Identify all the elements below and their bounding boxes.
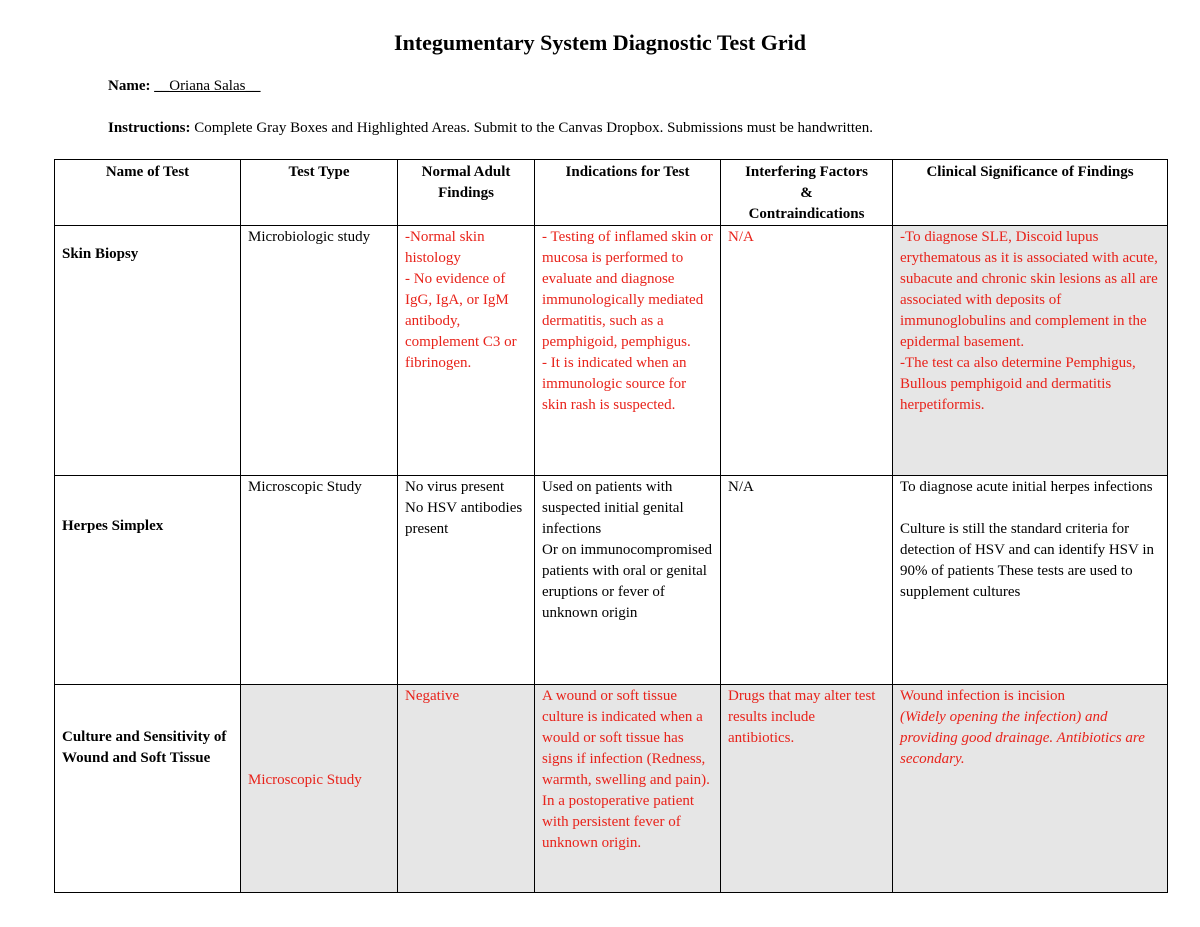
header-row (55, 160, 1168, 226)
clinical-line: -To diagnose SLE, Discoid lupus erythematous as it is associated with acute, subacute and chronic skin lesions as all are associated with deposits of immunoglobulins and complement in the epidermal basement. (900, 229, 1158, 350)
header-name-of-test: Name of Test (55, 160, 241, 226)
line-gap (900, 498, 1160, 519)
test-name-cell: Herpes Simplex (55, 476, 241, 685)
table-row (55, 476, 1168, 685)
normal-findings-line: - No evidence of IgG, IgA, or IgM antibody, complement C3 or fibrinogen. (405, 271, 517, 371)
header-indications: Indications for Test (535, 160, 721, 226)
test-type-cell: Microscopic Study (241, 476, 398, 685)
normal-findings-line: -Normal skin histology (405, 229, 485, 266)
interfering-factors-cell: N/A (721, 476, 893, 685)
name-label: Name: (108, 78, 151, 94)
indications-cell (535, 685, 721, 893)
normal-findings-line: No virus present (405, 479, 505, 495)
clinical-line: Culture is still the standard criteria for detection of HSV and can identify HSV in 90% of patients These tests are used to supplement cultures (900, 521, 1154, 600)
clinical-significance-cell (893, 226, 1168, 476)
header-interfering-line-3: Contraindications (748, 206, 865, 222)
indications-line: - Testing of inflamed skin or mucosa is performed to evaluate and diagnose immunologically mediated dermatitis, such as a pemphigoid, pemphigus. (542, 229, 713, 350)
clinical-significance-cell (893, 476, 1168, 685)
clinical-line: -The test ca also determine Pemphigus, Bullous pemphigoid and dermatitis herpetiformis. (900, 355, 1136, 413)
normal-findings-cell (398, 226, 535, 476)
indications-line: A wound or soft tissue culture is indicated when a would or soft tissue has signs if infection (Redness, warmth, swelling and pain). In a postoperative patient with persistent fever of unknown origin. (542, 688, 710, 851)
interfering-factors-cell: Drugs that may alter test results include antibiotics. (721, 685, 893, 893)
indications-line: Or on immunocompromised patients with oral or genital eruptions or fever of unknown origin (542, 542, 712, 621)
normal-findings-line: No HSV antibodies present (405, 500, 523, 537)
clinical-italic-text: (Widely opening the infection) and providing good drainage. Antibiotics are secondary. (900, 709, 1145, 767)
student-name: __Oriana Salas__ (154, 78, 261, 94)
normal-findings-cell (398, 476, 535, 685)
header-interfering-line-1: Interfering Factors (745, 164, 868, 180)
header-interfering-line-2: & (800, 185, 813, 201)
test-type-cell: Microbiologic study (241, 226, 398, 476)
indications-cell (535, 226, 721, 476)
instructions-line (108, 120, 873, 137)
table-row (55, 685, 1168, 893)
indications-cell (535, 476, 721, 685)
table-row (55, 226, 1168, 476)
instructions-text: Complete Gray Boxes and Highlighted Areas. Submit to the Canvas Dropbox. Submissions must be handwritten. (194, 120, 873, 136)
instructions-label: Instructions: (108, 120, 191, 136)
normal-findings-cell (398, 685, 535, 893)
clinical-plain-text: Wound infection is incision (900, 688, 1066, 704)
header-normal-findings: Normal Adult Findings (398, 160, 535, 226)
normal-findings-line: Negative (405, 688, 460, 704)
interfering-factors-cell: N/A (721, 226, 893, 476)
document-title: Integumentary System Diagnostic Test Grid (394, 30, 806, 55)
test-name-cell: Culture and Sensitivity of Wound and Soft Tissue (55, 685, 241, 893)
header-clinical-significance: Clinical Significance of Findings (893, 160, 1168, 226)
test-type-cell: Microscopic Study (241, 685, 398, 893)
clinical-significance-cell (893, 685, 1168, 893)
header-interfering-factors (721, 160, 893, 226)
test-name-cell: Skin Biopsy (55, 226, 241, 476)
indications-line: - It is indicated when an immunologic source for skin rash is suspected. (542, 355, 687, 413)
name-line (108, 78, 260, 95)
diagnostic-test-grid (54, 159, 1168, 893)
indications-line: Used on patients with suspected initial genital infections (542, 479, 684, 537)
header-test-type: Test Type (241, 160, 398, 226)
clinical-line: To diagnose acute initial herpes infections (900, 479, 1153, 495)
